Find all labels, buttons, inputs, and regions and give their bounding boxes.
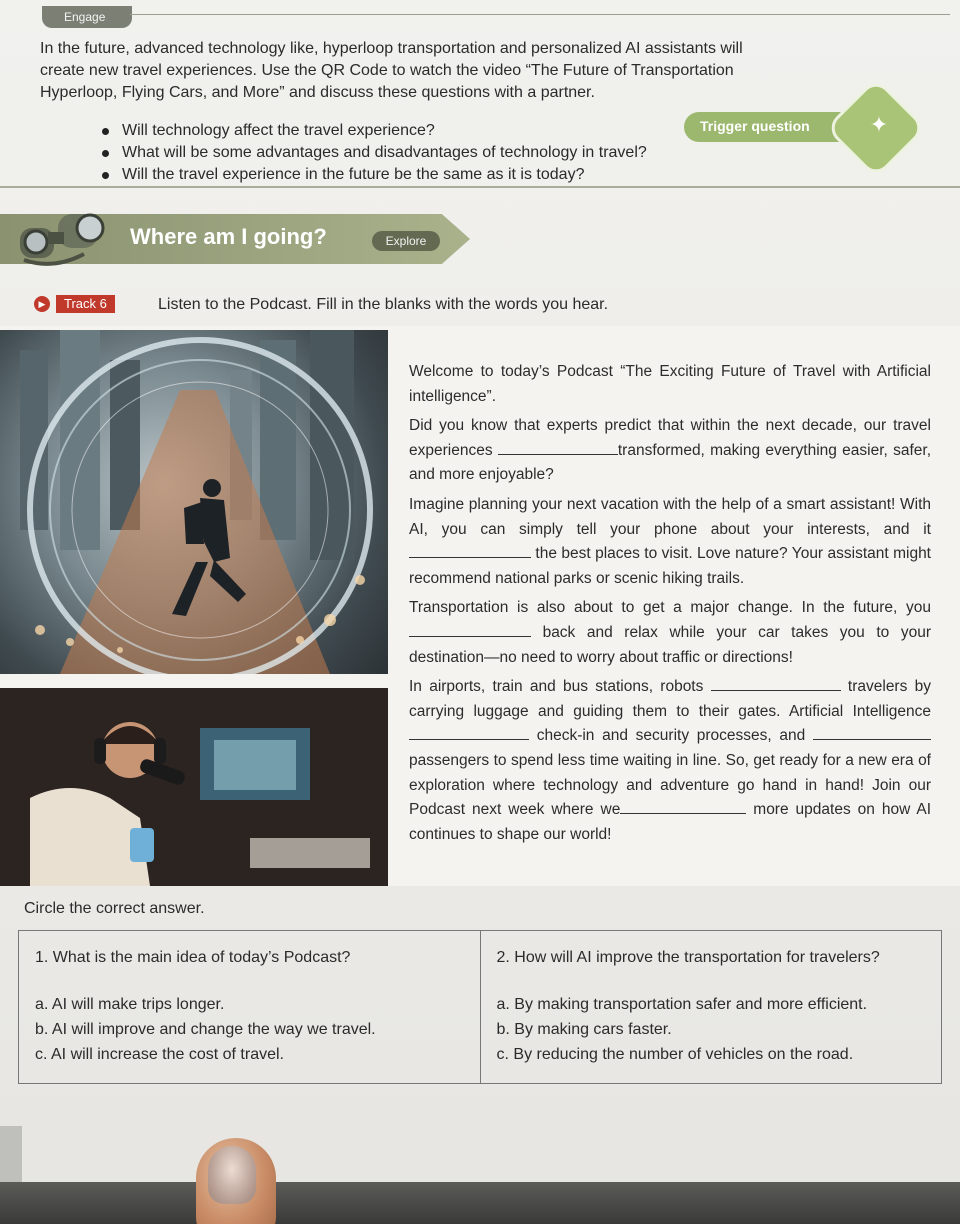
track-instruction: Listen to the Podcast. Fill in the blanks with the words you hear.: [158, 296, 609, 313]
fill-blank-3[interactable]: [409, 623, 531, 637]
podcast-text: Welcome to today’s Podcast “The Exciting Future of Travel with Artificial intelligence”.: [409, 363, 931, 405]
answer-option[interactable]: b. AI will improve and change the way we travel.: [35, 1021, 376, 1038]
play-icon[interactable]: ▶: [34, 296, 50, 312]
fill-blank-6[interactable]: [813, 726, 931, 740]
fill-blank-4[interactable]: [711, 677, 841, 691]
engage-rule: [130, 14, 950, 15]
fill-blank-5[interactable]: [409, 726, 529, 740]
engage-intro: In the future, advanced technology like, hyperloop transportation and personalized AI assistants will create new travel experiences. Use the QR Code to watch the video “The Future of Transportation Hyperloop, Flying Cars, and More” and discuss these questions with a partner.: [40, 40, 743, 101]
podcast-text: passengers to spend less time waiting in line. So, get ready for a new era of exploration where technology and adventure go hand in hand! Join our Podcast next week where we: [409, 751, 931, 819]
podcaster-image: [0, 688, 388, 886]
podcast-paragraph: [409, 493, 931, 591]
book-binding: [0, 1182, 960, 1224]
trigger-question-label: Trigger question: [684, 112, 856, 142]
discussion-question: Will technology affect the travel experience?: [100, 120, 700, 142]
podcast-text: Transportation is also about to get a major change. In the future, you: [409, 599, 931, 617]
podcast-text: more updates on how AI continues to shape our world!: [409, 801, 932, 843]
podcast-text: back and relax while your car takes you to your destination—no need to worry about traffic or directions!: [409, 623, 931, 666]
engage-tab: Engage: [42, 6, 132, 28]
page-edge: [0, 1126, 22, 1186]
podcast-text: travelers by carrying luggage and guiding them to their gates. Artificial Intelligence: [409, 678, 931, 720]
question-text: 1. What is the main idea of today’s Podcast?: [35, 949, 351, 966]
podcast-text: transformed, making everything easier, safer, and more enjoyable?: [409, 441, 931, 484]
fingernail: [208, 1146, 256, 1204]
podcast-paragraph: [409, 675, 931, 847]
binoculars-icon: [14, 204, 110, 270]
discussion-question: Will the travel experience in the future be the same as it is today?: [100, 164, 700, 186]
answer-option[interactable]: a. AI will make trips longer.: [35, 996, 225, 1013]
podcast-text: the best places to visit. Love nature? Your assistant might recommend national parks or scenic hiking trails.: [409, 545, 931, 587]
podcast-text: check-in and security processes, and: [529, 727, 813, 745]
discussion-question: What will be some advantages and disadvantages of technology in travel?: [100, 142, 700, 164]
quiz-table: [18, 930, 942, 1084]
quiz-instruction: Circle the correct answer.: [24, 900, 205, 917]
section-divider: [0, 186, 960, 188]
question-text: 2. How will AI improve the transportation for travelers?: [496, 949, 880, 966]
discussion-questions: [100, 120, 700, 186]
podcast-text: Imagine planning your next vacation with the help of a smart assistant! With AI, you can simply tell your phone about your interests, and it: [409, 495, 931, 538]
fill-blank-1[interactable]: [498, 441, 618, 455]
answer-option[interactable]: a. By making transportation safer and more efficient.: [496, 996, 868, 1013]
fill-blank-2[interactable]: [409, 544, 531, 558]
podcast-paragraph: [409, 596, 931, 670]
answer-option[interactable]: b. By making cars faster.: [496, 1021, 672, 1038]
answer-option[interactable]: c. By reducing the number of vehicles on the road.: [496, 1046, 854, 1063]
podcast-text: In airports, train and bus stations, robots: [409, 678, 711, 696]
track-marker[interactable]: [34, 294, 115, 314]
explore-badge: Explore: [372, 231, 440, 251]
podcast-text: Did you know that experts predict that within the next decade, our travel experiences: [409, 417, 931, 459]
futuristic-city-image: [0, 330, 388, 674]
explore-title: Where am I going?: [130, 224, 327, 249]
lightbulb-icon: ✦: [869, 112, 889, 137]
podcast-paragraph: [409, 360, 931, 409]
track-label: Track 6: [56, 295, 115, 313]
podcast-transcript: [409, 360, 931, 852]
quiz-question-2: [480, 931, 942, 1083]
fill-blank-7[interactable]: [620, 800, 746, 814]
podcast-paragraph: [409, 414, 931, 488]
answer-option[interactable]: c. AI will increase the cost of travel.: [35, 1046, 284, 1063]
quiz-question-1: [19, 931, 480, 1083]
